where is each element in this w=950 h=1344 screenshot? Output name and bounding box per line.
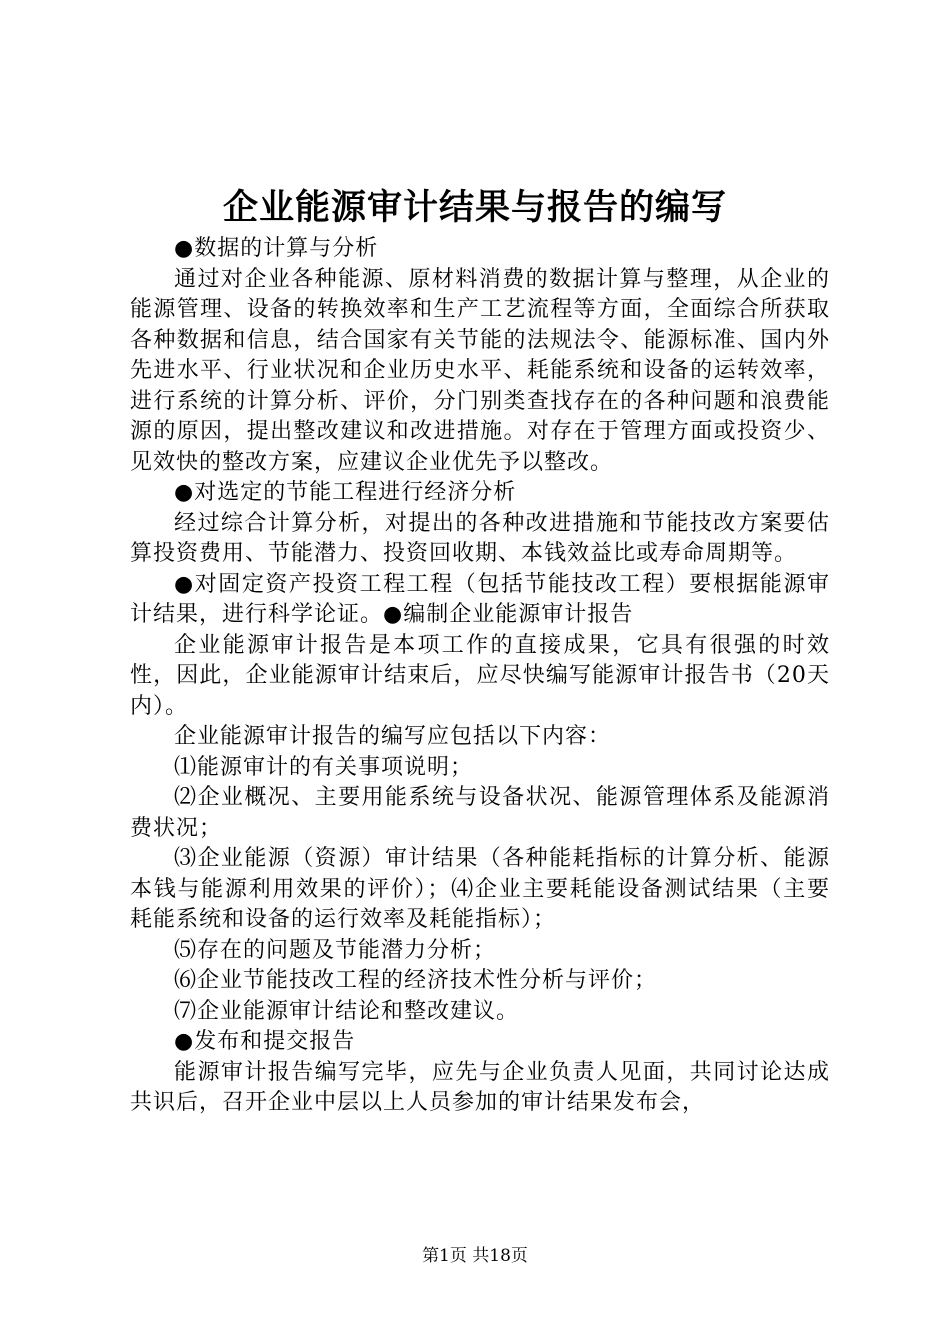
section-heading-investment: ●对固定资产投资工程工程（包括节能技改工程）要根据能源审计结果，进行科学论证。●编制企业能源审计报告 [130, 571, 830, 627]
section-heading-calculation: ●数据的计算与分析 [174, 236, 379, 261]
paragraph: 企业能源审计报告是本项工作的直接成果，它具有很强的时效性，因此，企业能源审计结束后，应尽快编写能源审计报告书（20天内）。 [130, 632, 830, 719]
list-item: ⑵企业概况、主要用能系统与设备状况、能源管理体系及能源消费状况； [130, 785, 830, 841]
list-item: ⑴能源审计的有关事项说明； [174, 754, 474, 780]
paragraph: 通过对企业各种能源、原材料消费的数据计算与整理，从企业的能源管理、设备的转换效率和生产工艺流程等方面，全面综合所获取各种数据和信息，结合国家有关节能的法规法令、能源标准、国内外先进水平、行业状况和企业历史水平、耗能系统和设备的运转效率，进行系统的计算分析、评价，分门别类查找存在的各种问题和浪费能源的原因，提出整改建议和改进措施。对存在于管理方面或投资少、见效快的整改方案，应建议企业优先予以整改。 [130, 266, 830, 475]
paragraph: 企业能源审计报告的编写应包括以下内容： [174, 724, 612, 749]
paragraph: 能源审计报告编写完毕，应先与企业负责人见面，共同讨论达成共识后，召开企业中层以上人员参加的审计结果发布会， [130, 1059, 830, 1115]
list-item: ⑺企业能源审计结论和整改建议。 [174, 998, 520, 1024]
page-number-footer: 第1页 共18页 [422, 1246, 528, 1266]
list-item: ⑶企业能源（资源）审计结果（各种能耗指标的计算分析、能源本钱与能源利用效果的评价）；⑷企业主要耗能设备测试结果（主要耗能系统和设备的运行效率及耗能指标）； [130, 846, 830, 932]
paragraph: 经过综合计算分析，对提出的各种改进措施和节能技改方案要估算投资费用、节能潜力、投资回收期、本钱效益比或寿命周期等。 [130, 510, 830, 566]
section-heading-publish: ●发布和提交报告 [174, 1029, 356, 1054]
section-heading-economic-analysis: ●对选定的节能工程进行经济分析 [174, 480, 517, 505]
list-item: ⑸存在的问题及节能潜力分析； [174, 937, 497, 963]
list-item: ⑹企业节能技改工程的经济技术性分析与评价； [174, 968, 658, 993]
document-title: 企业能源审计结果与报告的编写 [222, 187, 727, 228]
document-body [130, 234, 830, 1119]
